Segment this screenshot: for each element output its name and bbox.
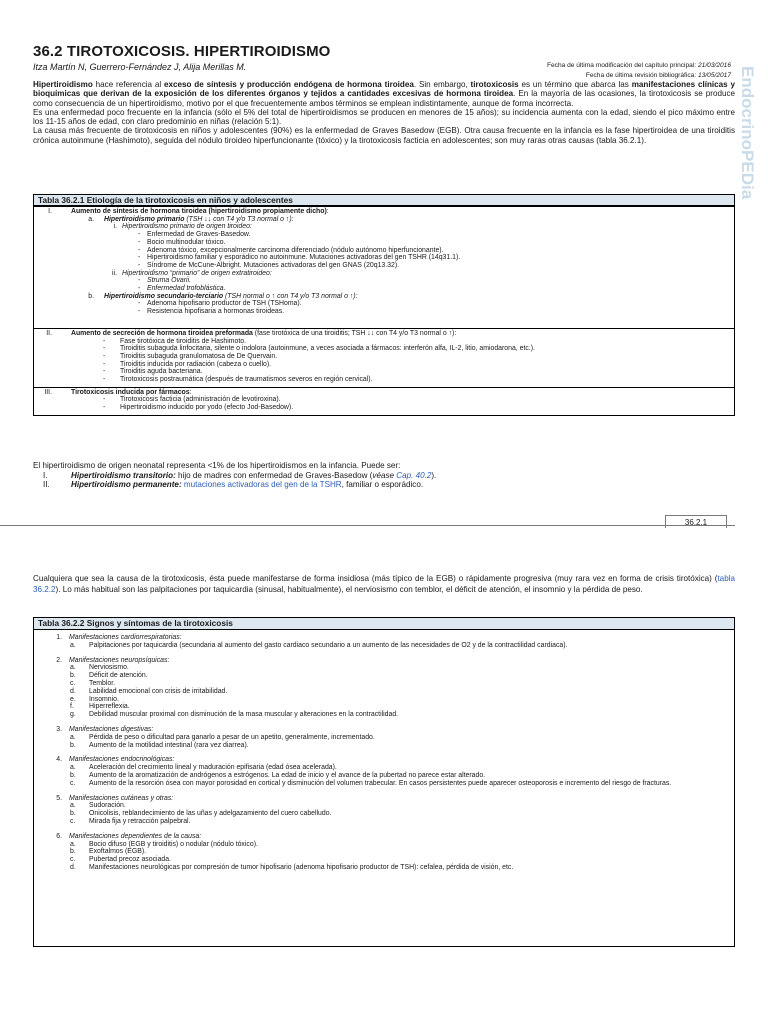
roman-marker: III.	[44, 388, 52, 396]
list-item	[34, 262, 734, 270]
letter-marker: b.	[88, 292, 94, 300]
table-title: Tabla 36.2.2 Signos y síntomas de la tirotoxicosis	[34, 618, 734, 630]
symptom-text: Exoftalmos (EGB).	[89, 848, 147, 856]
symptom-group	[34, 726, 734, 749]
item-text: Tiroiditis subaguda linfocitaria, silente o indolora (autoinmune, a veces asociada a fármacos: interferón alfa, IL-2, litio, amiodarona, etc.).	[120, 345, 535, 353]
roman-marker: II.	[46, 329, 52, 337]
letter-marker: c.	[70, 817, 76, 825]
text: ).	[431, 470, 437, 480]
subheading: Hipertiroidismo secundario-terciario	[104, 292, 224, 300]
dash-marker: -	[103, 345, 106, 353]
last-review	[586, 72, 731, 79]
section-heading	[34, 208, 734, 216]
subheading-note: (TSH normal o ↑ con T4 y/o T3 normal o ↑):	[223, 292, 358, 300]
table-section-3	[34, 387, 734, 415]
symptom-item	[34, 780, 734, 788]
intro-paragraph-2: Es una enfermedad poco frecuente en la infancia (sólo el 5% del total de hipertiroidismos se producen en menores de 15 años); su incidencia aumenta con la edad, siendo el pico máximo entre los 11-15 años de edad, con claro predominio en niñas (relación 5:1).	[33, 107, 735, 127]
group-title: Manifestaciones neuropsíquicas:	[69, 656, 170, 664]
dash-marker: -	[103, 376, 106, 384]
letter-marker: a.	[70, 802, 76, 810]
list-item	[34, 338, 734, 346]
symptom-text: Aumento de la aromatización de andrógenos a estrógenos. La edad de inicio y el avance de la pubertad no parece estar alterado.	[89, 771, 486, 779]
subheading-note: (TSH ↓↓ con T4 y/o T3 normal o ↑):	[184, 215, 294, 223]
table-section-1	[34, 206, 734, 328]
text: hijo de madres con enfermedad de Graves-Basedow (	[175, 470, 373, 480]
symptom-group	[34, 833, 734, 872]
intro-text	[33, 80, 735, 145]
list-item	[34, 368, 734, 376]
group-heading	[34, 833, 734, 841]
item-text: Tiroiditis inducida por radiación (cabeza o cuello).	[120, 360, 272, 368]
symptom-text: Pubertad precoz asociada.	[89, 856, 171, 864]
symptom-text: Déficit de atención.	[89, 672, 148, 680]
group-heading	[34, 726, 734, 734]
item-text: Tirotoxicosis postraumática (después de traumatismos severos en región cervical).	[120, 376, 373, 384]
symptom-group	[34, 795, 734, 826]
last-modified	[547, 62, 731, 69]
symptom-item	[34, 742, 734, 750]
symptom-item	[34, 711, 734, 719]
table-etiology	[33, 194, 735, 416]
letter-marker: e.	[70, 695, 76, 703]
symptom-item	[34, 772, 734, 780]
subsection-b	[34, 293, 734, 301]
symptom-item	[34, 696, 734, 704]
symptom-item	[34, 672, 734, 680]
symptom-text: Palpitaciones por taquicardia (secundaria al aumento del gasto cardiaco secundario a un aumento de las necesidades de O2 y de la contractilidad cardiaca).	[89, 641, 568, 649]
brand-text: EndocrinoPEDia	[738, 66, 757, 200]
text: . Sin embargo,	[413, 80, 471, 89]
symptom-text: Aumento de la resorción ósea con mayor porosidad en cortical y disminución del volumen trabecular. En casos persistentes puede aparecer osteoporosis e incremento del riesgo de fracturas.	[89, 779, 672, 787]
group-heading	[34, 634, 734, 642]
letter-marker: a.	[70, 840, 76, 848]
list-secondary	[34, 300, 734, 315]
text: ). Lo más habitual son las palpitaciones por taquicardia (sinusal, habitualmente), el nerviosismo con temblor, el déficit de atención, el insomnio y la pérdida de peso.	[55, 584, 643, 594]
term-tirotoxicosis: tirotoxicosis	[470, 80, 519, 89]
roman-marker: i.	[113, 223, 117, 231]
item-text: Tirotoxicosis facticia (administración de levotiroxina).	[120, 396, 281, 404]
item-text: Tiroiditis aguda bacteriana.	[120, 368, 203, 376]
letter-marker: c.	[70, 779, 76, 787]
symptom-text: Bocio difuso (EGB y tiroiditis) o nodular (nódulo tóxico).	[89, 840, 258, 848]
symptom-item	[34, 848, 734, 856]
page-number: 36.2.1	[665, 515, 727, 528]
symptom-item	[34, 734, 734, 742]
list-item	[34, 361, 734, 369]
number-marker: 3.	[56, 725, 62, 733]
item-text: Bocio multinodular tóxico.	[147, 238, 226, 246]
dash-marker: -	[138, 254, 141, 262]
dash-marker: -	[103, 396, 106, 404]
roman-marker: II.	[43, 480, 50, 489]
dash-marker: -	[103, 404, 106, 412]
table-section-2	[34, 328, 734, 387]
item-heading: Hipertiroidismo transitorio:	[71, 470, 176, 480]
authors: Itza Martín N, Guerrero-Fernández J, Alija Merillas M.	[33, 62, 247, 72]
group-heading	[34, 756, 734, 764]
symptom-text: Sudoración.	[89, 802, 126, 810]
heading-bold: Aumento de secreción de hormona tiroidea preformada	[71, 329, 253, 337]
number-marker: 6.	[56, 832, 62, 840]
number-marker: 5.	[56, 794, 62, 802]
symptom-text: Temblor.	[89, 679, 116, 687]
letter-marker: c.	[70, 679, 76, 687]
neonatal-item-2	[33, 480, 735, 490]
symptom-item	[34, 810, 734, 818]
symptom-text: Mirada fija y retracción palpebral.	[89, 817, 191, 825]
subsection-ii	[34, 270, 734, 278]
dash-marker: -	[138, 277, 141, 285]
number-marker: 4.	[56, 756, 62, 764]
emphasis: manifestaciones clínicas y bioquímicas que derivan de la exposición de los diferentes órganos y tejidos a cantidades excesivas de hormona tiroidea	[33, 80, 736, 99]
group-heading	[34, 657, 734, 665]
symptom-text: Nerviosismo.	[89, 664, 129, 672]
letter-marker: b.	[70, 741, 76, 749]
intro-paragraph-3: La causa más frecuente de tirotoxicosis en niños y adolescentes (90%) es la enfermedad de Graves Basedow (EGB). Otra causa frecuente en la infancia es la fase hipertiroidea de una tiroiditis crónica autoinmune (Hashimoto), seguida del nódulo tiroideo hiperfuncionante (tóxico) y la tirotoxicosis facticia en adolescentes; son muy raras otras causas (tabla 36.2.1).	[33, 126, 735, 145]
group-title: Manifestaciones dependientes de la causa:	[69, 832, 202, 840]
letter-marker: b.	[70, 672, 76, 680]
list-item	[34, 353, 734, 361]
dash-marker: -	[103, 360, 106, 368]
letter-marker: b.	[70, 771, 76, 779]
list-item	[34, 308, 734, 316]
letter-marker: d.	[70, 863, 76, 871]
symptom-text: Manifestaciones neurológicas por compresión de tumor hipofisario (adenoma hipofisario productor de TSH): cefalea, pérdida de visión, etc.	[89, 863, 514, 871]
list-item	[34, 254, 734, 262]
last-review-label: Fecha de última revisión bibliográfica:	[585, 72, 697, 79]
subheading: Hipertiroidismo primario de origen tiroideo:	[122, 223, 252, 231]
intro-paragraph-1	[33, 80, 735, 108]
symptom-text: Debilidad muscular proximal con disminución de la masa muscular y alteraciones en la contractilidad.	[89, 711, 399, 719]
heading-text: :	[326, 208, 329, 215]
list-item	[34, 239, 734, 247]
dash-marker: -	[103, 337, 106, 345]
neonatal-section	[33, 461, 735, 490]
list-item	[34, 300, 734, 308]
letter-marker: a.	[70, 764, 76, 772]
text: , familiar o esporádico.	[341, 480, 424, 489]
table-symptoms	[33, 617, 735, 947]
list-drugs	[34, 396, 734, 411]
term-hipertiroidismo: Hipertiroidismo	[33, 80, 93, 89]
neonatal-item-1	[33, 471, 735, 481]
letter-marker: a.	[70, 641, 76, 649]
dash-marker: -	[138, 285, 141, 293]
list-item	[34, 285, 734, 293]
roman-marker: ii.	[112, 269, 117, 277]
item-text: Enfermedad de Graves-Basedow.	[147, 231, 251, 239]
symptom-text: Hiperreflexia.	[89, 703, 130, 711]
section-heading	[34, 389, 734, 397]
heading-bold: Tirotoxicosis inducida por fármacos	[71, 388, 190, 396]
subsection-a	[34, 216, 734, 224]
text: Cualquiera que sea la causa de la tirotoxicosis, ésta puede manifestarse de forma insidiosa (más típico de la EGB) o rápidamente progresiva (muy rara vez en forma de crisis tirotóxica) (	[33, 574, 718, 583]
dash-marker: -	[103, 368, 106, 376]
list-preformed	[34, 338, 734, 384]
list-extrathyroid	[34, 277, 734, 292]
letter-marker: b.	[70, 810, 76, 818]
symptom-text: Pérdida de peso o dificultad para ganarlo a pesar de un apetito, generalmente, incrementado.	[89, 733, 375, 741]
symptom-item	[34, 642, 734, 650]
subsection-i	[34, 223, 734, 231]
list-item	[34, 404, 734, 412]
dash-marker: -	[138, 308, 141, 316]
group-heading	[34, 795, 734, 803]
symptom-group	[34, 634, 734, 650]
symptom-text: Aceleración del crecimiento lineal y maduración epifisaria (edad ósea acelerada).	[89, 764, 337, 772]
symptom-item	[34, 703, 734, 711]
symptom-text: Aumento de la motilidad intestinal (rara vez diarrea).	[89, 741, 249, 749]
letter-marker: a.	[70, 664, 76, 672]
symptom-item	[34, 864, 734, 872]
dash-marker: -	[138, 238, 141, 246]
symptom-text: Labilidad emocional con crisis de irritabilidad.	[89, 687, 228, 695]
group-title: Manifestaciones endocrinológicas:	[69, 756, 175, 764]
roman-marker: I.	[43, 470, 48, 480]
heading-text: (fase tirotóxica de una tiroiditis; TSH ↓↓ con T4 y/o T3 normal o ↑):	[252, 329, 457, 337]
symptom-item	[34, 802, 734, 810]
item-text: Hipertiroidismo inducido por yodo (efecto Jod-Basedow).	[120, 404, 294, 412]
table-link[interactable]: tabla 36.2.2	[33, 574, 735, 594]
symptom-item	[34, 664, 734, 672]
symptom-text: Onicolisis, reblandecimiento de las uñas y adelgazamiento del cuero cabelludo.	[89, 810, 332, 818]
emphasis: exceso de síntesis y producción endógena de hormona tiroidea	[164, 80, 414, 89]
item-text: Tiroiditis subaguda granulomatosa de De Quervain.	[120, 352, 278, 360]
item-text: Struma Ovarii.	[147, 277, 192, 285]
item-text: Fase tirotóxica de tiroiditis de Hashimoto.	[120, 337, 246, 345]
symptoms-intro	[33, 574, 735, 596]
symptom-item	[34, 680, 734, 688]
chapter-title: 36.2 TIROTOXICOSIS. HIPERTIROIDISMO	[33, 43, 331, 60]
list-item	[34, 231, 734, 239]
letter-marker: a.	[70, 733, 76, 741]
last-modified-date: 21/03/2016	[697, 62, 731, 69]
symptom-item	[34, 818, 734, 826]
list-item	[34, 376, 734, 384]
item-text: Resistencia hipofisaria a hormonas tiroideas.	[147, 308, 285, 316]
dash-marker: -	[138, 300, 141, 308]
dash-marker: -	[138, 231, 141, 239]
page-divider	[0, 525, 735, 526]
chapter-link[interactable]: Cap. 40.2	[396, 470, 432, 480]
letter-marker: c.	[70, 856, 76, 864]
number-marker: 2.	[56, 656, 62, 664]
list-item	[34, 247, 734, 255]
section-heading	[34, 330, 734, 338]
text: . En la mayoría de las ocasiones, la tirotoxicosis se produce como consecuencia de un hipertiroidismo, motivo por el que frecuentemente ambos términos se emplean indistintamente, aunque de forma incorrecta.	[33, 89, 735, 108]
item-heading: Hipertiroidismo permanente:	[71, 480, 182, 489]
letter-marker: f.	[70, 703, 74, 711]
heading-text: :	[189, 388, 192, 396]
subheading: Hipertiroidismo “primario” de origen extratiroideo:	[122, 269, 272, 277]
letter-marker: d.	[70, 687, 76, 695]
symptoms-list	[34, 630, 734, 872]
item-text: Síndrome de McCune-Albright. Mutaciones activadoras del gen GNAS (20q13.32).	[147, 261, 400, 269]
text: hace referencia al	[92, 80, 165, 89]
group-title: Manifestaciones cutáneas y otras:	[69, 794, 174, 802]
item-text: Hipertiroidismo familiar y esporádico no autoinmune. Mutaciones activadoras del gen TSHR (14q31.1).	[147, 254, 461, 262]
item-text: Enfermedad trofoblástica.	[147, 285, 226, 293]
dash-marker: -	[103, 352, 106, 360]
group-title: Manifestaciones digestivas:	[69, 725, 154, 733]
dash-marker: -	[138, 246, 141, 254]
symptom-text: Insomnio.	[89, 695, 119, 703]
symptom-item	[34, 841, 734, 849]
brand-watermark	[738, 62, 760, 222]
heading-bold: Aumento de síntesis de hormona tiroidea (hipertiroidismo propiamente dicho)	[71, 208, 327, 215]
last-review-date: 13/05/2017	[697, 72, 731, 79]
symptom-group	[34, 756, 734, 787]
list-item	[34, 345, 734, 353]
number-marker: 1.	[56, 634, 62, 641]
text: es un término que abarca las	[518, 80, 632, 89]
symptom-item	[34, 856, 734, 864]
tshr-link[interactable]: mutaciones activadoras del gen de la TSHR	[181, 480, 342, 489]
list-primary-thyroid	[34, 231, 734, 270]
neonatal-lead: El hipertiroidismo de origen neonatal representa <1% de los hipertiroidismos en la infancia. Puede ser:	[33, 461, 401, 470]
table-title: Tabla 36.2.1 Etiología de la tirotoxicosis en niños y adolescentes	[34, 195, 734, 206]
last-modified-label: Fecha de última modificación del capítulo principal:	[546, 62, 697, 69]
list-item	[34, 396, 734, 404]
letter-marker: a.	[88, 215, 94, 223]
symptom-item	[34, 688, 734, 696]
letter-marker: b.	[70, 848, 76, 856]
roman-marker: I.	[48, 208, 52, 215]
list-item	[34, 277, 734, 285]
text-see: véase	[372, 470, 394, 480]
item-text: Adenoma hipofisario productor de TSH (TSHoma).	[147, 300, 302, 308]
subheading: Hipertiroidismo primario	[104, 215, 185, 223]
group-title: Manifestaciones cardiorrespiratorias:	[69, 634, 182, 641]
symptom-group	[34, 657, 734, 719]
dash-marker: -	[138, 261, 141, 269]
item-text: Adenoma tóxico, excepcionalmente carcinoma diferenciado (nódulo autónomo hiperfuncionante).	[147, 246, 444, 254]
letter-marker: g.	[70, 711, 76, 719]
symptom-item	[34, 764, 734, 772]
